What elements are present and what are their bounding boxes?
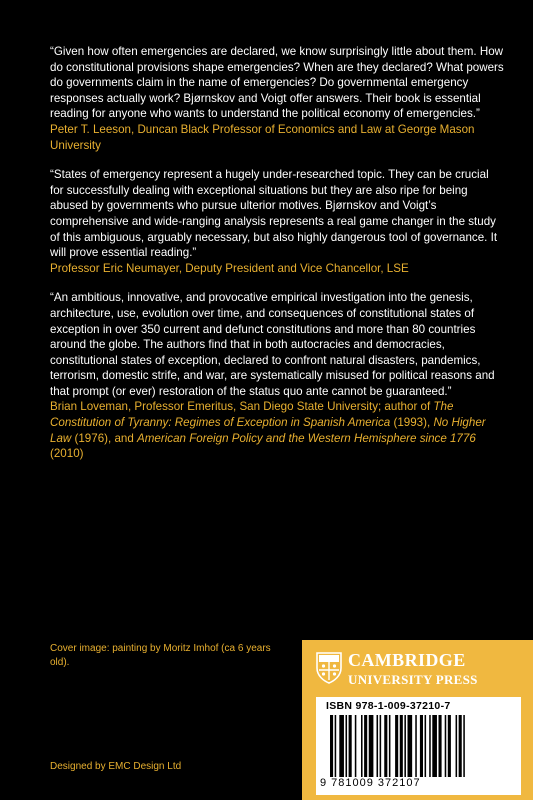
barcode-bar: [408, 715, 413, 777]
endorsements: [50, 44, 505, 476]
barcode-bar: [377, 715, 379, 777]
barcode-bar: [420, 715, 423, 777]
attribution-text: (2010): [50, 447, 84, 461]
cover-image-credit: Cover image: painting by Moritz Imhof (ca 6 years old).: [50, 643, 271, 668]
publisher-panel: [302, 640, 533, 800]
barcode-number: 9 781009 372107: [320, 777, 421, 789]
barcode-bar: [380, 715, 382, 777]
book-title: The Constitution of Tyranny: Regimes of Exception in Spanish America: [50, 400, 454, 430]
barcode-bar: [463, 715, 465, 777]
barcode-bar: [456, 715, 458, 777]
barcode-bar: [389, 715, 391, 777]
barcode-bar: [448, 715, 451, 777]
barcode-bars: [330, 715, 510, 777]
attribution-text: (1993),: [390, 416, 434, 430]
endorsement-quote: “Given how often emergencies are declared, we know surprisingly little about them. How do constitutional provisions shape emergencies? When are they declared? What powers do governments claim in the name of emergencies? Do governmental emergency responses actually work? Bjørnskov and Voigt offer answers. Their book is essential reading for anyone who wants to understand the political economy of emergencies.”: [50, 45, 504, 121]
isbn-label: ISBN 978-1-009-37210-7: [326, 700, 451, 712]
book-title: No Higher Law: [50, 416, 486, 445]
barcode-bar: [369, 715, 374, 777]
designer-credit: Designed by EMC Design Ltd: [50, 761, 182, 772]
book-title: American Foreign Policy and the Western Hemisphere since 1776: [137, 431, 476, 445]
barcode-bar: [330, 715, 333, 777]
barcode-bar: [355, 715, 357, 777]
endorsement-2: [50, 167, 505, 276]
attribution-text: (1976), and: [71, 431, 138, 445]
barcode-bar: [395, 715, 398, 777]
barcode-bar: [339, 715, 344, 777]
endorsement-attribution: [50, 399, 505, 461]
barcode-bar: [429, 715, 431, 777]
endorsement-quote: “States of emergency represent a hugely under-researched topic. They can be crucial for successfully dealing with exceptional situations but they are also ripe for being abused by governments who pursue ulterior motives. Bjørnskov and Voigt’s comprehensive and wide-ranging analysis represents a real game changer in the study of this ambiguous, arguably necessary, but also highly dangerous tool of governance. It will prove essential reading.”: [50, 168, 498, 260]
barcode-bar: [432, 715, 437, 777]
endorsement-attribution: Peter T. Leeson, Duncan Black Professor of Economics and Law at George Mason University: [50, 122, 475, 152]
barcode-bar: [425, 715, 427, 777]
publisher-logo: [316, 650, 516, 694]
barcode: [316, 697, 521, 795]
barcode-bar: [404, 715, 406, 777]
barcode-bar: [384, 715, 387, 777]
barcode-bar: [335, 715, 337, 777]
attribution-text: Brian Loveman, Professor Emeritus, San Diego State University; author of: [50, 400, 434, 414]
barcode-bar: [415, 715, 417, 777]
endorsement-quote: “An ambitious, innovative, and provocative empirical investigation into the genesis, architecture, use, evolution over time, and consequences of constitutional states of exception in over 350 current and defunct constitutions and more than 80 countries around the globe. The authors find that in both autocracies and democracies, constitutional states of exception, declared to confront natural disasters, pandemics, terrorism, domestic strife, and war, are systematically misused for political reasons and that prompt (or ever) restoration of the status quo ante cannot be guaranteed.”: [50, 291, 495, 398]
publisher-name: CAMBRIDGE: [348, 650, 466, 670]
barcode-bar: [445, 715, 447, 777]
endorsement-3: [50, 290, 505, 462]
shield-icon: [316, 652, 342, 684]
barcode-bar: [400, 715, 403, 777]
barcode-bar: [459, 715, 462, 777]
barcode-bar: [364, 715, 367, 777]
endorsement-attribution: Professor Eric Neumayer, Deputy President and Vice Chancellor, LSE: [50, 261, 409, 275]
barcode-bar: [361, 715, 363, 777]
endorsement-1: [50, 44, 505, 153]
publisher-subname: UNIVERSITY PRESS: [348, 672, 478, 687]
barcode-bar: [439, 715, 442, 777]
barcode-bar: [346, 715, 348, 777]
barcode-bar: [349, 715, 352, 777]
